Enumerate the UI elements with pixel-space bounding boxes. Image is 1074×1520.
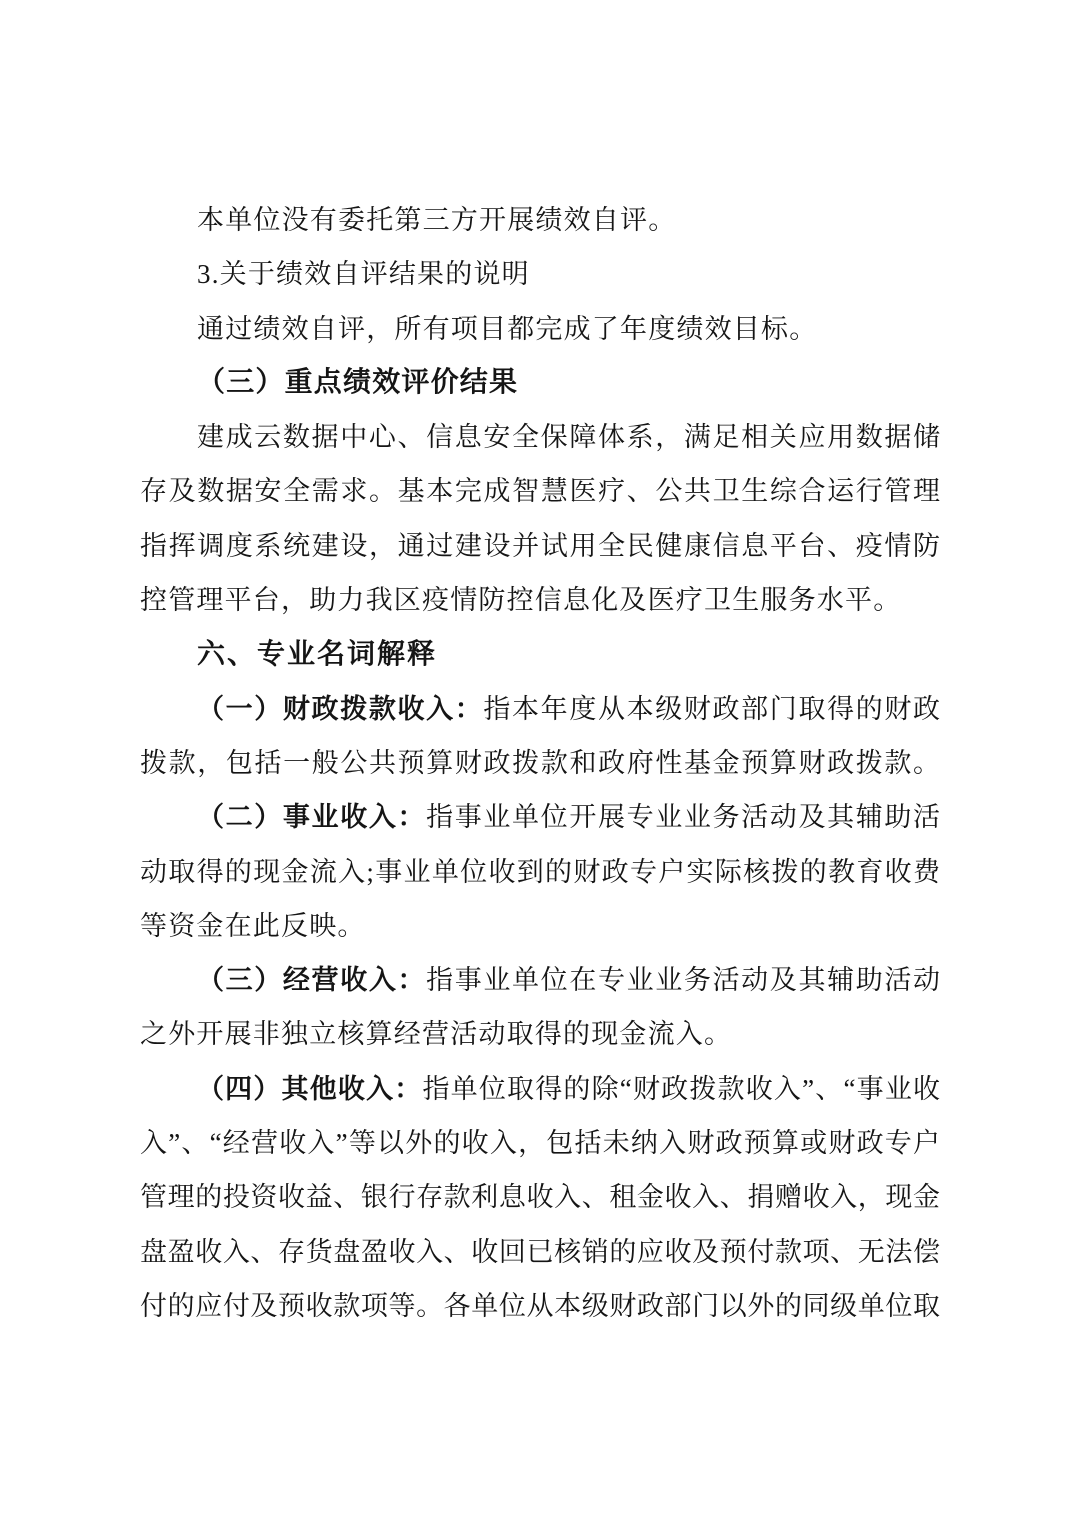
text-line [140, 736, 940, 790]
text-line [140, 573, 940, 627]
text-line [140, 953, 940, 1007]
text-line [140, 464, 940, 518]
text-segment: 拨款，包括一般公共预算财政拨款和政府性基金预算财政拨款。 [140, 747, 940, 778]
bold-text-segment: （一）财政拨款收入： [197, 693, 484, 724]
text-line [140, 682, 940, 736]
text-line [140, 899, 940, 953]
text-segment: 3.关于绩效自评结果的说明 [197, 259, 530, 290]
text-segment: 指本年度从本级财政部门取得的财政 [483, 693, 941, 724]
text-line [140, 1170, 940, 1224]
text-segment: 控管理平台，助力我区疫情防控信息化及医疗卫生服务水平。 [140, 585, 902, 616]
text-line [140, 1279, 940, 1333]
bold-text-segment: 六、专业名词解释 [197, 638, 438, 670]
text-segment: 付的应付及预收款项等。各单位从本级财政部门以外的同级单位取 [140, 1290, 940, 1321]
text-segment: 管理的投资收益、银行存款利息收入、租金收入、捐赠收入，现金 [140, 1182, 940, 1213]
bold-text-segment: （四）其他收入： [197, 1073, 423, 1104]
bold-text-segment: （三）重点绩效评价结果 [197, 366, 519, 398]
text-line [140, 519, 940, 573]
text-line [140, 790, 940, 844]
text-line [140, 1116, 940, 1170]
text-line [140, 845, 940, 899]
section-heading [140, 627, 940, 681]
text-segment: 盘盈收入、存货盘盈收入、收回已核销的应收及预付款项、无法偿 [140, 1236, 940, 1267]
text-line [140, 1225, 940, 1279]
text-segment: 本单位没有委托第三方开展绩效自评。 [197, 205, 677, 235]
bold-text-segment: （三）经营收入： [197, 965, 427, 996]
text-line [140, 410, 940, 464]
document-lines [140, 193, 940, 1333]
text-segment: 入”、“经营收入”等以外的收入，包括未纳入财政预算或财政专户 [140, 1128, 940, 1159]
text-segment: 通过绩效自评，所有项目都完成了年度绩效目标。 [197, 313, 818, 344]
text-segment: 之外开展非独立核算经营活动取得的现金流入。 [140, 1019, 733, 1050]
text-line [140, 193, 940, 247]
text-segment: 等资金在此反映。 [140, 910, 366, 941]
text-segment: 指事业单位开展专业业务活动及其辅助活 [426, 802, 941, 833]
text-line [140, 1062, 940, 1116]
text-segment: 存及数据安全需求。基本完成智慧医疗、公共卫生综合运行管理 [140, 476, 940, 507]
text-line [140, 247, 940, 301]
text-segment: 建成云数据中心、信息安全保障体系，满足相关应用数据储 [197, 422, 940, 453]
text-segment: 指挥调度系统建设，通过建设并试用全民健康信息平台、疫情防 [140, 530, 940, 561]
text-segment: 指单位取得的除“财政拨款收入”、“事业收 [422, 1073, 941, 1104]
text-segment: 动取得的现金流入;事业单位收到的财政专户实际核拨的教育收费 [140, 856, 940, 887]
section-heading [140, 356, 940, 410]
bold-text-segment: （二）事业收入： [197, 802, 427, 833]
text-segment: 指事业单位在专业业务活动及其辅助活动 [426, 965, 941, 996]
text-line [140, 302, 940, 356]
text-line [140, 1007, 940, 1061]
